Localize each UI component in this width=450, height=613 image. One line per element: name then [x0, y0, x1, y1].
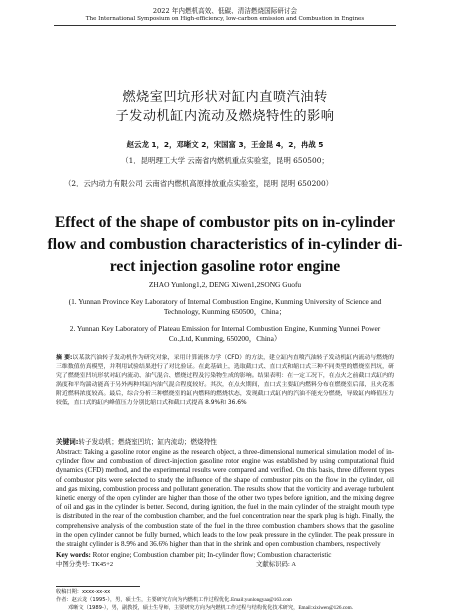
author-footnote-2-text: 邓晰文（1989-），男，副教授，硕士生导师，主要研究方向为内燃机工作过程与结构优化技术研究， — [68, 605, 299, 611]
chinese-abstract-label: 摘 要: — [56, 355, 73, 361]
chinese-authors: 赵云龙 1，2，邓晰文 2，宋国富 3，王金昆 4，2，冉战 5 — [126, 140, 324, 149]
chinese-title-line-1: 燃烧室凹坑形状对缸内直喷汽油转 — [122, 90, 328, 105]
chinese-abstract-text: 以某款汽油转子发动机作为研究对象，采用计算流体力学（CFD）的方法，建立缸内直喷汽油转子发动机缸内流动与燃烧的三维数值仿真模型，并利用试验结果进行了对比验证。在此基础上，选取截口式、直口式和缩口式三种不同类型的燃烧室凹坑，研究了燃烧室凹坑形状对缸内流动、油气混合、燃烧过程及污染物生成的影响。结果表明：在一定工况下，在点火之前截口式缸内的涡度和平均湍动能高于另外两种其缸内油气混合程度较好。其次，在点火期间，直口式主要缸内燃料分布在燃烧室后部，且火花塞附近燃料浓度较高。最后，综合分析三种燃烧室的缸内燃料的燃烧状态，发现截口式缸内的汽油不能充分燃烧，导致缸内峰值压力较低，直口式的缸内峰值压力分别比缩口式和截口式提高 8.9%和 36.6% — [56, 355, 394, 407]
author-footnote-1 — [56, 597, 410, 604]
english-title-line-1: Effect of the shape of combustor pits on in-cylinder — [54, 214, 396, 231]
author-footnote-1-email: Email:yunlongyaa@163.com — [230, 597, 292, 603]
chinese-abstract — [56, 354, 394, 409]
clc-number: 中图分类号: TK45+2 — [56, 561, 114, 568]
received-date: 收稿日期：xxxx-xx-xx — [56, 589, 111, 595]
chinese-keywords — [56, 438, 394, 447]
conference-header-cn: 2022 年内燃机高效、低碳、清洁燃烧国际研讨会 — [152, 7, 298, 15]
english-title-line-3: rect injection gasoline rotor engine — [109, 258, 341, 275]
english-keywords-label: Key words: — [56, 551, 91, 559]
document-code: 文献标识码: A — [256, 561, 296, 568]
english-affiliation-2: 2. Yunnan Key Laboratory of Plateau Emission for Internal Combustion Engine, Kunming Yunnei Power Co.,Ltd, Kunming, 650200，China） — [69, 324, 381, 344]
english-abstract: Abstract: Taking a gasoline rotor engine as the research object, a three-dimensional numerical simulation model of in-cylinder flow and combustion of direct-injection gasoline rotor engine was established by using computational fluid dynamics (CFD) method, and the experimental results were compared and verified. On this basis, three different types of combustor pits were selected to study the influence of the shape of combustor pits on the flow in the cylinder, oil and gas mixing, combustion process and pollutant generation. The results show that the vorticity and average turbulent kinetic energy of the open cylinder are higher than those of the other two types before ignition, and the mixing degree of oil and gas in the cylinder is better. Second, during ignition, the fuel in the main cylinder of the straight mouth type is distributed in the rear of the combustion chamber, and the fuel concentration near the spark plug is high. Finally, the comprehensive analysis of the combustion state of the fuel in the three combustion chambers shows that the gasoline in the open cylinder cannot be fully burned, which leads to the low peak pressure in the cylinder. The peak pressure in the straight cylinder is 8.9% and 36.6% higher than that in the shrink and open combustion chambers, respectively — [56, 448, 394, 549]
english-keywords — [56, 551, 394, 560]
author-footnote-2-email: Email:xixiwen@126.com. — [298, 605, 353, 611]
chinese-affiliation-2: （2．云内动力有限公司 云南省内燃机高原排放重点实验室，昆明 昆明 650200） — [64, 179, 334, 188]
english-keywords-text: Rotor engine; Combustion chamber pit; In-cylinder flow; Combustion characteristic — [90, 551, 332, 559]
chinese-keywords-text: 转子发动机；燃烧室凹坑；缸内流动；燃烧特性 — [78, 438, 217, 446]
chinese-affiliation-1: （1．昆明理工大学 云南省内燃机重点实验室，昆明 650500； — [121, 156, 329, 165]
conference-header-en: The International Symposium on High-efficiency, low-carbon emission and Combustion in Engines — [85, 16, 365, 22]
english-authors: ZHAO Yunlong1,2, DENG Xiwen1,2SONG Guofu — [148, 280, 302, 289]
english-title-line-2: flow and combustion characteristics of in-cylinder di- — [47, 236, 403, 253]
chinese-title — [0, 88, 450, 126]
english-title — [0, 212, 450, 278]
chinese-keywords-label: 关键词: — [56, 438, 79, 446]
author-footnote-2 — [56, 605, 410, 612]
author-footnote-1-text: 作者：赵云龙（1995-），男，硕士生，主要研究方向为内燃机工作过程优化. — [56, 597, 231, 603]
footnote-rule — [56, 586, 140, 587]
header-rule — [54, 25, 396, 26]
chinese-title-line-2: 子发动机缸内流动及燃烧特性的影响 — [115, 109, 335, 124]
english-affiliation-1: (1. Yunnan Province Key Laboratory of Internal Combustion Engine, Kunming University of Science and Technology, Kunming 650500，China； — [68, 297, 382, 317]
